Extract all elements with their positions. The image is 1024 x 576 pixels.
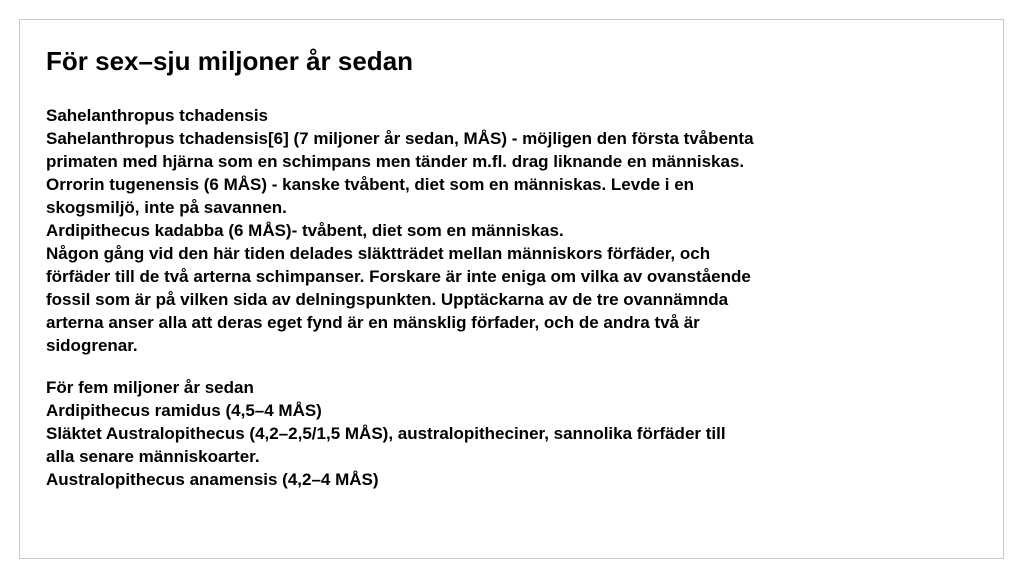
text-line: Någon gång vid den här tiden delades släktträdet mellan människors förfäder, och	[46, 244, 711, 263]
text-line: Sahelanthropus tchadensis	[46, 106, 268, 125]
text-line: fossil som är på vilken sida av delningspunkten. Upptäckarna av de tre ovannämnda	[46, 290, 729, 309]
text-line: Sahelanthropus tchadensis[6] (7 miljoner år sedan, MÅS) - möjligen den första tvåbenta	[46, 129, 754, 148]
text-block-six-seven-million	[46, 104, 981, 357]
text-line: förfäder till de två arterna schimpanser. Forskare är inte eniga om vilka av ovanstående	[46, 267, 751, 286]
text-line: Orrorin tugenensis (6 MÅS) - kanske tvåbent, diet som en människas. Levde i en	[46, 175, 695, 194]
text-line: Släktet Australopithecus (4,2–2,5/1,5 MÅS), australopitheciner, sannolika förfäder till	[46, 424, 726, 443]
text-line: arterna anser alla att deras eget fynd är en mänsklig förfader, och de andra två är	[46, 313, 700, 332]
slide-title: För sex–sju miljoner år sedan	[46, 46, 414, 76]
text-line: alla senare människoarter.	[46, 447, 260, 466]
text-line: primaten med hjärna som en schimpans men tänder m.fl. drag liknande en människas.	[46, 152, 745, 171]
text-line: Ardipithecus kadabba (6 MÅS)- tvåbent, diet som en människas.	[46, 221, 564, 240]
text-line: skogsmiljö, inte på savannen.	[46, 198, 287, 217]
text-line: sidogrenar.	[46, 336, 138, 355]
text-line: Ardipithecus ramidus (4,5–4 MÅS)	[46, 401, 322, 420]
text-line: För fem miljoner år sedan	[46, 378, 254, 397]
text-block-five-million	[46, 376, 981, 491]
text-line: Australopithecus anamensis (4,2–4 MÅS)	[46, 470, 379, 489]
